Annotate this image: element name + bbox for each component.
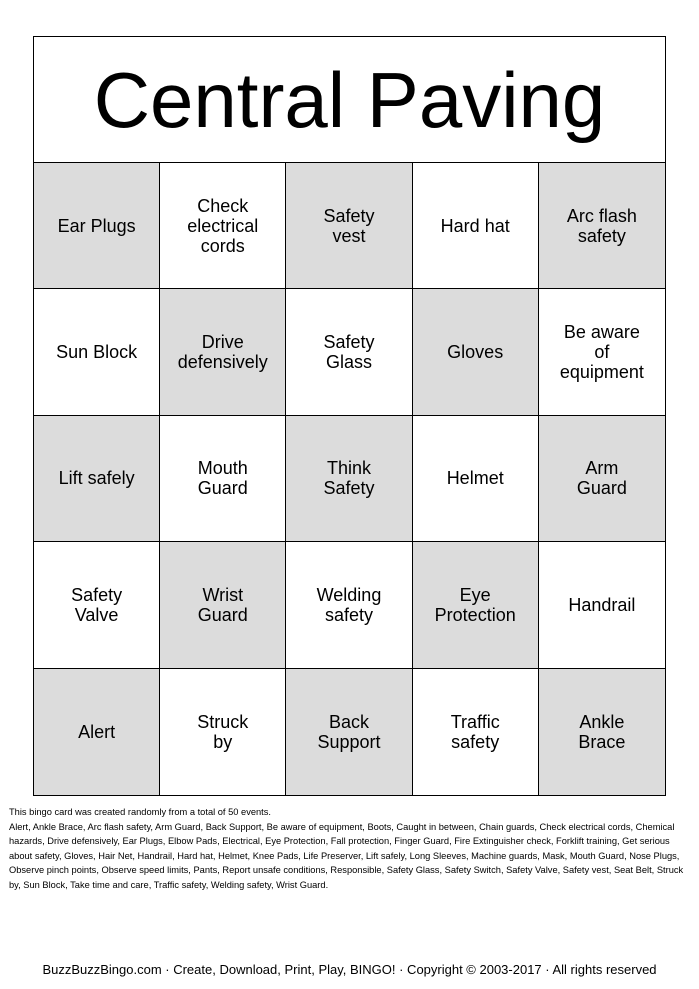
bingo-cell: Arm Guard — [539, 416, 665, 542]
bingo-cell: Sun Block — [34, 289, 160, 415]
bingo-cell: Traffic safety — [413, 669, 539, 795]
bingo-cell: Safety Glass — [286, 289, 412, 415]
bingo-cell: Wrist Guard — [160, 542, 286, 668]
bingo-card — [33, 36, 666, 796]
bingo-cell: Gloves — [413, 289, 539, 415]
bingo-cell: Be aware of equipment — [539, 289, 665, 415]
bingo-cell: Handrail — [539, 542, 665, 668]
bingo-cell: Struck by — [160, 669, 286, 795]
bingo-cell: Welding safety — [286, 542, 412, 668]
title-row — [34, 37, 665, 163]
bingo-cell: Drive defensively — [160, 289, 286, 415]
bingo-grid — [34, 163, 665, 795]
bingo-cell: Mouth Guard — [160, 416, 286, 542]
bingo-cell: Hard hat — [413, 163, 539, 289]
bingo-cell: Ankle Brace — [539, 669, 665, 795]
card-title: Central Paving — [93, 55, 606, 144]
event-list: Alert, Ankle Brace, Arc flash safety, Arm Guard, Back Support, Be aware of equipment, Boots, Caught in between, Chain guards, Check electrical cords, Chemical hazards, Drive defensively, Ear Plugs, Elbow Pads, Electrical, Eye Protection, Fall protection, Finger Guard, Fire Extinguisher check, Forklift training, Get serious about safety, Gloves, Hair Net, Handrail, Hard hat, Helmet, Knee Pads, Life Preserver, Lift safely, Long Sleeves, Machine guards, Mask, Mouth Guard, Nose Plugs, Observe pinch points, Observe speed limits, Pants, Report unsafe conditions, Responsible, Safety Glass, Safety Switch, Safety Valve, Safety vest, Seat Belt, Struck by, Sun Block, Take time and care, Traffic safety, Welding safety, Wrist Guard. — [9, 821, 684, 890]
bingo-cell: Arc flash safety — [539, 163, 665, 289]
bingo-cell: Safety Valve — [34, 542, 160, 668]
bingo-cell: Safety vest — [286, 163, 412, 289]
card-description — [9, 805, 691, 892]
bingo-cell: Think Safety — [286, 416, 412, 542]
bingo-cell: Check electrical cords — [160, 163, 286, 289]
bingo-cell: Helmet — [413, 416, 539, 542]
bingo-cell: Eye Protection — [413, 542, 539, 668]
bingo-cell: Ear Plugs — [34, 163, 160, 289]
bingo-cell: Alert — [34, 669, 160, 795]
description-intro: This bingo card was created randomly from a total of 50 events. — [9, 807, 271, 817]
copyright-footer: BuzzBuzzBingo.com · Create, Download, Print, Play, BINGO! · Copyright © 2003-2017 · All rights reserved — [42, 962, 657, 977]
bingo-cell: Back Support — [286, 669, 412, 795]
bingo-cell: Lift safely — [34, 416, 160, 542]
